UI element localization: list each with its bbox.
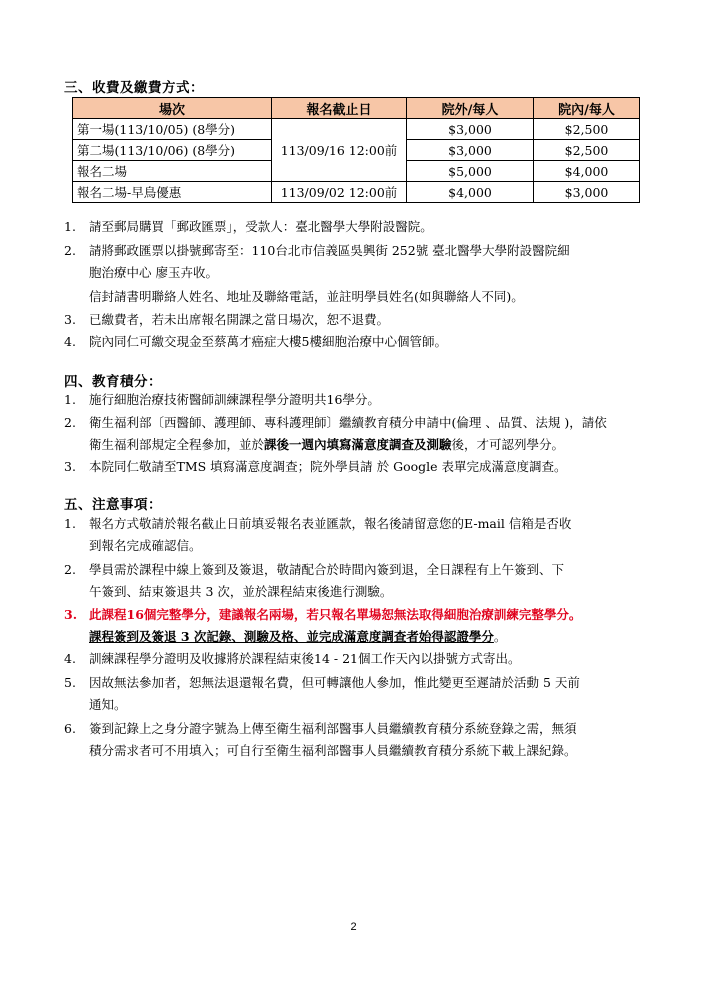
list-number: 5. <box>64 675 76 690</box>
list-number: 2. <box>64 415 76 430</box>
table-cell-outside: $4,000 <box>407 182 534 203</box>
table-cell-deadline: 113/09/02 12:00前 <box>272 182 407 203</box>
list-item <box>64 389 654 411</box>
list-number: 1. <box>64 516 76 531</box>
list-number: 3. <box>64 312 76 327</box>
table-cell-inside: $2,500 <box>534 119 640 140</box>
table-header-outside: 院外/每人 <box>407 98 534 119</box>
list-item <box>64 216 654 238</box>
list-text-continued: 通知。 <box>89 697 127 712</box>
list-text: 請將郵政匯票以掛號郵寄至：110台北市信義區吳興街 252號 臺北醫學大學附設醫院細 <box>89 243 570 258</box>
list-number: 3. <box>64 607 78 622</box>
text-span: 。 <box>493 629 507 644</box>
fee-table <box>72 97 640 203</box>
section-4-heading: 四、教育積分： <box>64 374 162 390</box>
list-item <box>64 513 654 535</box>
list-text: 本院同仁敬請至TMS 填寫滿意度調查；院外學員請 於 Google 表單完成滿意度調查。 <box>89 459 567 474</box>
table-cell-session: 第一場(113/10/05) (8學分) <box>73 119 272 140</box>
section-3-heading: 三、收費及繳費方式： <box>64 80 204 96</box>
list-text: 院內同仁可繳交現金至蔡萬才癌症大樓5樓細胞治療中心個管師。 <box>89 334 447 349</box>
list-item <box>64 331 654 353</box>
list-text-continued: 信封請書明聯絡人姓名、地址及聯絡電話，並註明學員姓名(如與聯絡人不同)。 <box>89 289 524 304</box>
table-cell-deadline: 113/09/16 12:00前 <box>272 119 407 182</box>
table-cell-session: 第二場(113/10/06) (8學分) <box>73 140 272 161</box>
table-cell-inside: $3,000 <box>534 182 640 203</box>
list-text: 報名方式敬請於報名截止日前填妥報名表並匯款，報名後請留意您的E-mail 信箱是否收 <box>89 516 572 531</box>
page-number: 2 <box>350 921 357 933</box>
list-item <box>64 412 654 434</box>
list-text: 已繳費者，若未出席報名開課之當日場次，恕不退費。 <box>89 312 390 327</box>
table-header-deadline: 報名截止日 <box>272 98 407 119</box>
list-item <box>64 718 654 740</box>
list-text-continued: 積分需求者可不用填入；可自行至衛生福利部醫事人員繼續教育積分系統下載上課紀錄。 <box>89 743 577 758</box>
fee-table-header-row <box>73 98 640 119</box>
emphasis-text: 課後一週內填寫滿意度調查及測驗 <box>264 437 452 452</box>
table-cell-session: 報名二場 <box>73 161 272 182</box>
text-span: 衛生福利部規定全程參加，並於 <box>89 437 265 452</box>
list-item <box>64 240 654 262</box>
list-number: 2. <box>64 562 76 577</box>
list-number: 4. <box>64 334 76 349</box>
list-text-continued: 胞治療中心 廖玉卉收。 <box>89 265 218 280</box>
list-number: 3. <box>64 459 76 474</box>
table-cell-outside: $5,000 <box>407 161 534 182</box>
list-text-continued <box>89 434 659 456</box>
list-text: 簽到記錄上之身分證字號為上傳至衛生福利部醫事人員繼續教育積分系統登錄之需，無須 <box>89 721 577 736</box>
warning-text: 此課程16個完整學分，建議報名兩場，若只報名單場恕無法取得細胞治療訓練完整學分。 <box>89 607 582 622</box>
list-text-continued: 午簽到、結束簽退共 3 次，並於課程結束後進行測驗。 <box>89 584 393 599</box>
list-number: 1. <box>64 219 76 234</box>
list-text: 請至郵局購買「郵政匯票」，受款人：臺北醫學大學附設醫院。 <box>89 219 433 234</box>
list-number: 4. <box>64 651 76 666</box>
list-number: 1. <box>64 392 76 407</box>
section-5-heading: 五、注意事項： <box>64 497 162 513</box>
list-item <box>64 309 654 331</box>
table-cell-outside: $3,000 <box>407 140 534 161</box>
list-number: 6. <box>64 721 76 736</box>
table-cell-outside: $3,000 <box>407 119 534 140</box>
table-cell-inside: $4,000 <box>534 161 640 182</box>
list-item <box>64 456 654 478</box>
table-row <box>73 119 640 140</box>
table-row <box>73 182 640 203</box>
list-item <box>64 648 654 670</box>
table-cell-session: 報名二場-早鳥優惠 <box>73 182 272 203</box>
list-item <box>64 559 654 581</box>
list-text: 因故無法參加者，恕無法退還報名費，但可轉讓他人參加，惟此變更至遲請於活動 5 天前 <box>89 675 580 690</box>
list-item <box>64 672 654 694</box>
table-header-session: 場次 <box>73 98 272 119</box>
text-span: 後，才可認列學分。 <box>451 437 565 452</box>
list-text: 衛生福利部〔西醫師、護理師、專科護理師〕繼續教育積分申請中(倫理 、品質、法規 )，請依 <box>89 415 607 430</box>
list-text: 學員需於課程中線上簽到及簽退，敬請配合於時間內簽到退，全日課程有上午簽到、下 <box>89 562 565 577</box>
list-text: 訓練課程學分證明及收據將於課程結束後14 - 21個工作天內以掛號方式寄出。 <box>89 651 521 666</box>
list-text-continued <box>89 626 659 648</box>
table-header-inside: 院內/每人 <box>534 98 640 119</box>
list-text-continued: 到報名完成確認信。 <box>89 538 202 553</box>
list-number: 2. <box>64 243 76 258</box>
certification-requirement: 課程簽到及簽退 3 次記錄、測驗及格、並完成滿意度調查者始得認證學分 <box>89 629 494 644</box>
table-cell-inside: $2,500 <box>534 140 640 161</box>
list-item-warning <box>64 604 654 626</box>
list-text: 施行細胞治療技術醫師訓練課程學分證明共16學分。 <box>89 392 380 407</box>
